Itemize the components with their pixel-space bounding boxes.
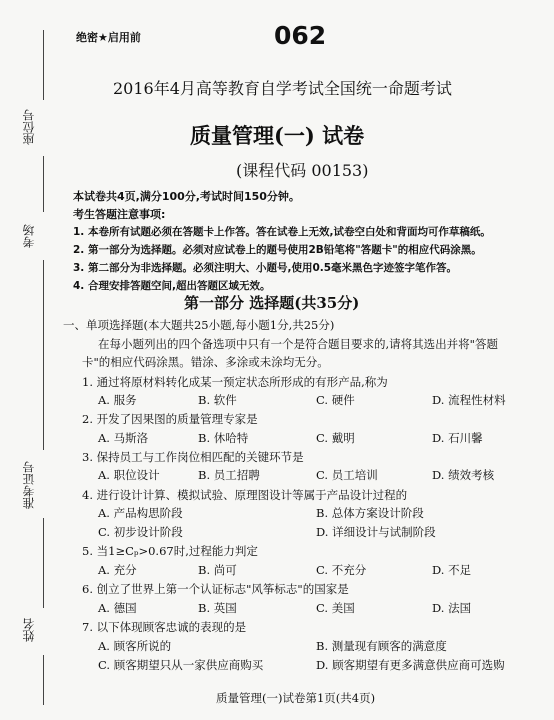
option: C. 初步设计阶段 (98, 525, 183, 539)
paper-intro: 本试卷共4页,满分100分,考试时间150分钟。 (73, 190, 300, 203)
option: C. 硬件 (316, 393, 355, 407)
option: C. 员工培训 (316, 468, 378, 482)
notice-item: 2. 第一部分为选择题。必须对应试卷上的题号使用2B铅笔将"答题卡"的相应代码涂黑。 (73, 244, 482, 256)
question-stem: 4. 进行设计计算、模拟试验、原理图设计等属于产品设计过程的 (82, 488, 408, 502)
option: D. 流程性材料 (432, 393, 506, 407)
option: A. 德国 (98, 601, 137, 615)
section-title: 一、单项选择题(本大题共25小题,每小题1分,共25分) (63, 318, 335, 332)
option: A. 产品构思阶段 (98, 506, 183, 520)
question-stem: 3. 保持员工与工作岗位相匹配的关键环节是 (82, 450, 304, 464)
section-instruction: 卡"的相应代码涂黑。错涂、多涂或未涂均无分。 (82, 355, 329, 369)
question-stem: 7. 以下体现顾客忠诚的表现的是 (82, 620, 247, 634)
option: B. 尚可 (198, 563, 237, 577)
option: C. 不充分 (316, 563, 367, 577)
option: A. 顾客所说的 (98, 639, 172, 653)
option: A. 服务 (98, 393, 137, 407)
option: A. 马斯洛 (98, 431, 149, 445)
option: D. 详细设计与试制阶段 (316, 525, 436, 539)
option: C. 戴明 (316, 431, 355, 445)
option: D. 法国 (432, 601, 472, 615)
page-footer: 质量管理(一)试卷第1页(共4页) (216, 691, 376, 705)
option: B. 员工招聘 (198, 468, 260, 482)
course-code: (课程代码 00153) (236, 161, 369, 180)
secret-level: 绝密★启用前 (76, 31, 141, 44)
name-label: 姓名 (22, 618, 36, 642)
option: B. 英国 (198, 601, 237, 615)
binding-line (43, 30, 44, 100)
option: C. 顾客期望只从一家供应商购买 (98, 658, 264, 672)
option: D. 不足 (432, 563, 472, 577)
option: D. 顾客期望有更多满意供应商可选购 (316, 658, 505, 672)
question-stem: 5. 当1≥Cₚ>0.67时,过程能力判定 (82, 544, 258, 558)
part-title: 第一部分 选择题(共35分) (184, 294, 360, 312)
paper-title: 质量管理(一) 试卷 (190, 123, 365, 148)
binding-line (43, 156, 44, 212)
question-stem: 2. 开发了因果图的质量管理专家是 (82, 412, 258, 426)
exam-title: 2016年4月高等教育自学考试全国统一命题考试 (113, 79, 452, 98)
option: A. 职位设计 (98, 468, 160, 482)
binding-line (43, 655, 44, 705)
notice-item: 4. 合理安排答题空间,超出答题区域无效。 (73, 280, 271, 292)
option: B. 总体方案设计阶段 (316, 506, 424, 520)
option: B. 软件 (198, 393, 237, 407)
question-stem: 6. 创立了世界上第一个认证标志"风筝标志"的国家是 (82, 582, 349, 596)
option: C. 美国 (316, 601, 355, 615)
option: B. 测量现有顾客的满意度 (316, 639, 447, 653)
notice-heading: 考生答题注意事项: (73, 208, 166, 221)
option: A. 充分 (98, 563, 137, 577)
section-instruction: 在每小题列出的四个备选项中只有一个是符合题目要求的,请将其选出并将"答题 (98, 337, 498, 351)
question-stem: 1. 通过将原材料转化成某一预定状态所形成的有形产品,称为 (82, 375, 388, 389)
binding-line (43, 518, 44, 608)
option: D. 绩效考核 (432, 468, 495, 482)
paper-code: 062 (274, 21, 327, 50)
notice-item: 1. 本卷所有试题必须在答题卡上作答。答在试卷上无效,试卷空白处和背面均可作草稿纸。 (73, 226, 491, 238)
option: D. 石川馨 (432, 431, 483, 445)
binding-line (43, 260, 44, 450)
id-number-label: 准考证号 (22, 461, 36, 509)
seat-number-label: 座位号 (22, 109, 36, 145)
notice-item: 3. 第二部分为非选择题。必须注明大、小题号,使用0.5毫米黑色字迹签字笔作答。 (73, 262, 458, 274)
venue-label: 考场 (22, 224, 36, 248)
option: B. 休哈特 (198, 431, 249, 445)
